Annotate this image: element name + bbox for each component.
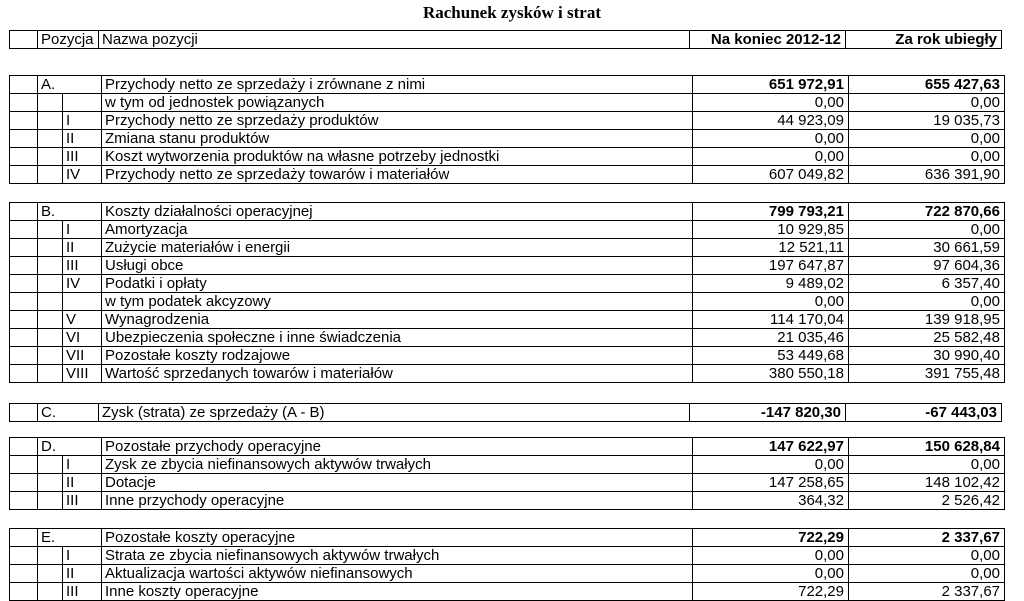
row-current-value: 0,00 xyxy=(693,456,849,474)
row-code xyxy=(63,94,102,112)
section-spacer-cell xyxy=(10,203,38,221)
row-code: I xyxy=(63,547,102,565)
row-current-value: 364,32 xyxy=(693,492,849,510)
row-indent-cell xyxy=(38,148,63,166)
row-code: III xyxy=(63,492,102,510)
section-spacer-cell xyxy=(10,529,38,547)
row-indent-cell xyxy=(38,239,63,257)
section-previous-value: 150 628,84 xyxy=(849,438,1005,456)
section-previous-value: 722 870,66 xyxy=(849,203,1005,221)
row-code: II xyxy=(63,474,102,492)
row-name: Zysk ze zbycia niefinansowych aktywów trwałych xyxy=(102,456,693,474)
table-row xyxy=(10,166,1005,184)
row-spacer-cell xyxy=(10,347,38,365)
row-code xyxy=(63,293,102,311)
section-current-value: 722,29 xyxy=(693,529,849,547)
row-name: Koszt wytworzenia produktów na własne potrzeby jednostki xyxy=(102,148,693,166)
section-name: Przychody netto ze sprzedaży i zrównane z nimi xyxy=(102,76,693,94)
row-previous-value: 19 035,73 xyxy=(849,112,1005,130)
row-current-value: 607 049,82 xyxy=(693,166,849,184)
row-indent-cell xyxy=(38,492,63,510)
row-indent-cell xyxy=(38,565,63,583)
row-spacer-cell xyxy=(10,365,38,383)
row-current-value: 380 550,18 xyxy=(693,365,849,383)
row-spacer-cell xyxy=(10,239,38,257)
section-previous-value: 655 427,63 xyxy=(849,76,1005,94)
row-spacer-cell xyxy=(10,166,38,184)
row-previous-value: 0,00 xyxy=(849,148,1005,166)
row-current-value: 0,00 xyxy=(693,94,849,112)
section-row xyxy=(10,76,1005,94)
row-spacer-cell xyxy=(10,456,38,474)
section-current-value: 651 972,91 xyxy=(693,76,849,94)
row-code: V xyxy=(63,311,102,329)
table-row xyxy=(10,474,1005,492)
row-current-value: 12 521,11 xyxy=(693,239,849,257)
table-row xyxy=(10,221,1005,239)
row-spacer-cell xyxy=(10,112,38,130)
row-current-value: 44 923,09 xyxy=(693,112,849,130)
row-indent-cell xyxy=(38,547,63,565)
table-row xyxy=(10,365,1005,383)
row-name: Ubezpieczenia społeczne i inne świadczenia xyxy=(102,329,693,347)
row-indent-cell xyxy=(38,456,63,474)
row-name: Dotacje xyxy=(102,474,693,492)
row-indent-cell xyxy=(38,329,63,347)
row-code: VIII xyxy=(63,365,102,383)
row-spacer-cell xyxy=(10,221,38,239)
row-indent-cell xyxy=(38,275,63,293)
table-row xyxy=(10,547,1005,565)
row-name: Inne przychody operacyjne xyxy=(102,492,693,510)
section-table xyxy=(9,528,1005,601)
row-current-value: 197 647,87 xyxy=(693,257,849,275)
row-code: III xyxy=(63,257,102,275)
row-name: Strata ze zbycia niefinansowych aktywów trwałych xyxy=(102,547,693,565)
header-position: Pozycja xyxy=(38,31,99,49)
row-indent-cell xyxy=(38,365,63,383)
row-previous-value: 0,00 xyxy=(849,456,1005,474)
table-row xyxy=(10,239,1005,257)
row-current-value: 0,00 xyxy=(693,565,849,583)
section-row xyxy=(10,529,1005,547)
table-row xyxy=(10,275,1005,293)
section-row xyxy=(10,438,1005,456)
row-current-value: 21 035,46 xyxy=(693,329,849,347)
table-row xyxy=(10,329,1005,347)
table-row xyxy=(10,492,1005,510)
row-indent-cell xyxy=(38,221,63,239)
row-spacer-cell xyxy=(10,474,38,492)
row-previous-value: 97 604,36 xyxy=(849,257,1005,275)
section-previous-value: 2 337,67 xyxy=(849,529,1005,547)
row-code: III xyxy=(63,583,102,601)
table-row xyxy=(10,293,1005,311)
header-current: Na koniec 2012-12 xyxy=(690,31,846,49)
row-name: Aktualizacja wartości aktywów niefinansowych xyxy=(102,565,693,583)
row-code: I xyxy=(63,221,102,239)
section-code: E. xyxy=(38,529,102,547)
row-spacer-cell xyxy=(10,583,38,601)
row-name: w tym podatek akcyzowy xyxy=(102,293,693,311)
row-previous-value: 2 526,42 xyxy=(849,492,1005,510)
row-name: Podatki i opłaty xyxy=(102,275,693,293)
section-name: Koszty działalności operacyjnej xyxy=(102,203,693,221)
section-name: Pozostałe koszty operacyjne xyxy=(102,529,693,547)
row-current-value: 722,29 xyxy=(693,583,849,601)
row-previous-value: 139 918,95 xyxy=(849,311,1005,329)
header-previous: Za rok ubiegły xyxy=(846,31,1002,49)
section-name: Pozostałe przychody operacyjne xyxy=(102,438,693,456)
section-row xyxy=(10,404,1002,422)
header-table xyxy=(9,30,1002,49)
row-spacer-cell xyxy=(10,547,38,565)
row-previous-value: 0,00 xyxy=(849,130,1005,148)
row-spacer-cell xyxy=(10,275,38,293)
section-spacer-cell xyxy=(10,438,38,456)
table-row xyxy=(10,565,1005,583)
row-previous-value: 0,00 xyxy=(849,293,1005,311)
row-previous-value: 6 357,40 xyxy=(849,275,1005,293)
row-spacer-cell xyxy=(10,257,38,275)
section-code: C. xyxy=(38,404,99,422)
row-name: Usługi obce xyxy=(102,257,693,275)
row-code: III xyxy=(63,148,102,166)
section-previous-value: -67 443,03 xyxy=(846,404,1002,422)
row-indent-cell xyxy=(38,166,63,184)
row-spacer-cell xyxy=(10,148,38,166)
row-previous-value: 391 755,48 xyxy=(849,365,1005,383)
section-code: D. xyxy=(38,438,102,456)
section-code: B. xyxy=(38,203,102,221)
row-previous-value: 30 990,40 xyxy=(849,347,1005,365)
section-table xyxy=(9,75,1005,184)
row-previous-value: 0,00 xyxy=(849,94,1005,112)
section-current-value: 799 793,21 xyxy=(693,203,849,221)
section-name: Zysk (strata) ze sprzedaży (A - B) xyxy=(99,404,690,422)
row-current-value: 0,00 xyxy=(693,148,849,166)
row-indent-cell xyxy=(38,112,63,130)
row-name: Przychody netto ze sprzedaży towarów i materiałów xyxy=(102,166,693,184)
report-title: Rachunek zysków i strat xyxy=(422,3,602,22)
row-indent-cell xyxy=(38,94,63,112)
row-indent-cell xyxy=(38,311,63,329)
row-code: VI xyxy=(63,329,102,347)
section-row xyxy=(10,203,1005,221)
table-row xyxy=(10,347,1005,365)
section-code: A. xyxy=(38,76,102,94)
row-spacer-cell xyxy=(10,130,38,148)
row-indent-cell xyxy=(38,293,63,311)
section-spacer-cell xyxy=(10,404,38,422)
row-indent-cell xyxy=(38,130,63,148)
row-current-value: 10 929,85 xyxy=(693,221,849,239)
section-table xyxy=(9,202,1005,383)
row-indent-cell xyxy=(38,257,63,275)
table-row xyxy=(10,94,1005,112)
section-current-value: -147 820,30 xyxy=(690,404,846,422)
section-spacer-cell xyxy=(10,76,38,94)
table-row xyxy=(10,112,1005,130)
row-previous-value: 148 102,42 xyxy=(849,474,1005,492)
row-current-value: 114 170,04 xyxy=(693,311,849,329)
row-spacer-cell xyxy=(10,492,38,510)
row-name: w tym od jednostek powiązanych xyxy=(102,94,693,112)
row-code: II xyxy=(63,130,102,148)
row-current-value: 147 258,65 xyxy=(693,474,849,492)
row-previous-value: 636 391,90 xyxy=(849,166,1005,184)
row-name: Zużycie materiałów i energii xyxy=(102,239,693,257)
row-code: I xyxy=(63,112,102,130)
row-previous-value: 0,00 xyxy=(849,221,1005,239)
row-current-value: 0,00 xyxy=(693,293,849,311)
table-row xyxy=(10,583,1005,601)
row-previous-value: 25 582,48 xyxy=(849,329,1005,347)
row-code: II xyxy=(63,239,102,257)
row-code: IV xyxy=(63,275,102,293)
header-name: Nazwa pozycji xyxy=(99,31,690,49)
row-code: II xyxy=(63,565,102,583)
row-previous-value: 30 661,59 xyxy=(849,239,1005,257)
table-row xyxy=(10,130,1005,148)
row-previous-value: 0,00 xyxy=(849,565,1005,583)
row-spacer-cell xyxy=(10,293,38,311)
row-previous-value: 2 337,67 xyxy=(849,583,1005,601)
section-current-value: 147 622,97 xyxy=(693,438,849,456)
row-indent-cell xyxy=(38,474,63,492)
header-row xyxy=(10,31,1002,49)
row-spacer-cell xyxy=(10,565,38,583)
table-row xyxy=(10,311,1005,329)
row-spacer-cell xyxy=(10,94,38,112)
row-spacer-cell xyxy=(10,329,38,347)
row-previous-value: 0,00 xyxy=(849,547,1005,565)
row-current-value: 0,00 xyxy=(693,547,849,565)
row-current-value: 9 489,02 xyxy=(693,275,849,293)
row-current-value: 0,00 xyxy=(693,130,849,148)
row-code: I xyxy=(63,456,102,474)
header-spacer-cell xyxy=(10,31,38,49)
row-name: Wartość sprzedanych towarów i materiałów xyxy=(102,365,693,383)
row-code: IV xyxy=(63,166,102,184)
row-spacer-cell xyxy=(10,311,38,329)
row-name: Inne koszty operacyjne xyxy=(102,583,693,601)
row-current-value: 53 449,68 xyxy=(693,347,849,365)
row-name: Wynagrodzenia xyxy=(102,311,693,329)
table-row xyxy=(10,257,1005,275)
row-indent-cell xyxy=(38,347,63,365)
section-table xyxy=(9,437,1005,510)
table-row xyxy=(10,148,1005,166)
row-name: Przychody netto ze sprzedaży produktów xyxy=(102,112,693,130)
row-name: Pozostałe koszty rodzajowe xyxy=(102,347,693,365)
row-name: Zmiana stanu produktów xyxy=(102,130,693,148)
row-indent-cell xyxy=(38,583,63,601)
row-code: VII xyxy=(63,347,102,365)
table-row xyxy=(10,456,1005,474)
row-name: Amortyzacja xyxy=(102,221,693,239)
section-table xyxy=(9,403,1002,422)
